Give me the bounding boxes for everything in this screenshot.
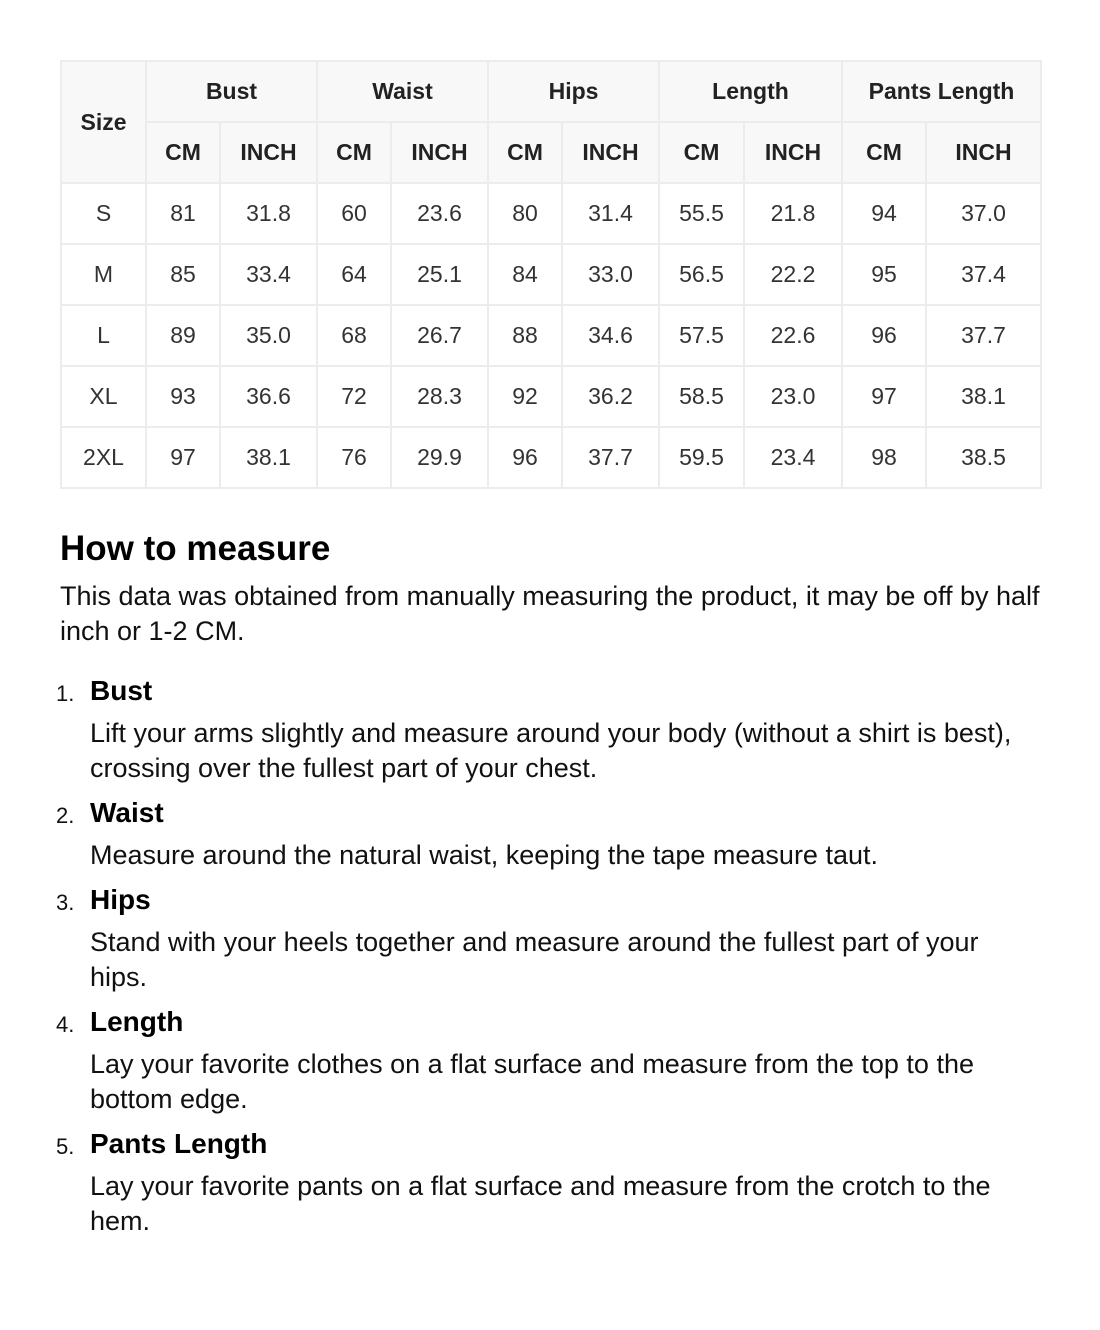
table-row bbox=[61, 305, 1041, 366]
unit-cm-header: CM bbox=[659, 122, 744, 183]
step-description: Lift your arms slightly and measure around your body (without a shirt is best), crossing over the fullest part of your chest. bbox=[90, 718, 1012, 783]
measure-steps-list bbox=[56, 673, 1040, 1239]
table-cell: 25.1 bbox=[391, 244, 488, 305]
table-cell: 58.5 bbox=[659, 366, 744, 427]
step-title: Bust bbox=[90, 675, 153, 706]
table-cell: 31.4 bbox=[562, 183, 659, 244]
table-cell: 34.6 bbox=[562, 305, 659, 366]
table-cell: 28.3 bbox=[391, 366, 488, 427]
table-cell: 64 bbox=[317, 244, 391, 305]
list-item bbox=[56, 795, 1040, 873]
table-cell: 33.0 bbox=[562, 244, 659, 305]
unit-cm-header: CM bbox=[488, 122, 562, 183]
table-cell: 38.1 bbox=[926, 366, 1041, 427]
hips-header: Hips bbox=[488, 61, 659, 122]
table-cell: 97 bbox=[842, 366, 926, 427]
table-cell: 29.9 bbox=[391, 427, 488, 488]
table-cell: 55.5 bbox=[659, 183, 744, 244]
table-cell: 35.0 bbox=[220, 305, 317, 366]
step-number: 2. bbox=[56, 803, 75, 828]
size-cell: XL bbox=[61, 366, 146, 427]
table-cell: 95 bbox=[842, 244, 926, 305]
list-item bbox=[56, 882, 1040, 995]
table-cell: 36.2 bbox=[562, 366, 659, 427]
list-item bbox=[56, 1126, 1040, 1239]
table-cell: 96 bbox=[842, 305, 926, 366]
table-header-row-groups bbox=[61, 61, 1041, 122]
table-cell: 37.4 bbox=[926, 244, 1041, 305]
table-cell: 72 bbox=[317, 366, 391, 427]
table-cell: 38.1 bbox=[220, 427, 317, 488]
unit-inch-header: INCH bbox=[220, 122, 317, 183]
table-cell: 37.7 bbox=[926, 305, 1041, 366]
step-number: 1. bbox=[56, 681, 75, 706]
step-number: 3. bbox=[56, 890, 75, 915]
table-header-row-units bbox=[61, 122, 1041, 183]
table-cell: 38.5 bbox=[926, 427, 1041, 488]
table-cell: 94 bbox=[842, 183, 926, 244]
pants-length-header: Pants Length bbox=[842, 61, 1041, 122]
table-cell: 26.7 bbox=[391, 305, 488, 366]
step-number: 5. bbox=[56, 1134, 75, 1159]
table-cell: 37.0 bbox=[926, 183, 1041, 244]
table-cell: 37.7 bbox=[562, 427, 659, 488]
table-cell: 23.6 bbox=[391, 183, 488, 244]
table-row bbox=[61, 183, 1041, 244]
step-number: 4. bbox=[56, 1012, 75, 1037]
step-title: Waist bbox=[90, 797, 164, 828]
unit-cm-header: CM bbox=[146, 122, 220, 183]
unit-inch-header: INCH bbox=[926, 122, 1041, 183]
size-guide-page bbox=[56, 60, 1040, 1248]
table-cell: 98 bbox=[842, 427, 926, 488]
table-cell: 96 bbox=[488, 427, 562, 488]
table-cell: 85 bbox=[146, 244, 220, 305]
table-cell: 88 bbox=[488, 305, 562, 366]
unit-inch-header: INCH bbox=[391, 122, 488, 183]
table-cell: 57.5 bbox=[659, 305, 744, 366]
length-header: Length bbox=[659, 61, 842, 122]
unit-inch-header: INCH bbox=[744, 122, 842, 183]
table-cell: 92 bbox=[488, 366, 562, 427]
size-cell: 2XL bbox=[61, 427, 146, 488]
table-cell: 93 bbox=[146, 366, 220, 427]
size-cell: M bbox=[61, 244, 146, 305]
waist-header: Waist bbox=[317, 61, 488, 122]
table-cell: 97 bbox=[146, 427, 220, 488]
table-cell: 81 bbox=[146, 183, 220, 244]
step-description: Lay your favorite clothes on a flat surface and measure from the top to the bottom edge. bbox=[90, 1049, 974, 1114]
table-cell: 76 bbox=[317, 427, 391, 488]
table-cell: 23.0 bbox=[744, 366, 842, 427]
table-cell: 84 bbox=[488, 244, 562, 305]
table-row bbox=[61, 244, 1041, 305]
step-description: Lay your favorite pants on a flat surface and measure from the crotch to the hem. bbox=[90, 1171, 991, 1236]
table-cell: 59.5 bbox=[659, 427, 744, 488]
step-description: Stand with your heels together and measure around the fullest part of your hips. bbox=[90, 927, 979, 992]
unit-inch-header: INCH bbox=[562, 122, 659, 183]
table-cell: 22.6 bbox=[744, 305, 842, 366]
table-cell: 31.8 bbox=[220, 183, 317, 244]
step-title: Pants Length bbox=[90, 1128, 268, 1159]
table-row bbox=[61, 366, 1041, 427]
table-cell: 36.6 bbox=[220, 366, 317, 427]
table-cell: 22.2 bbox=[744, 244, 842, 305]
unit-cm-header: CM bbox=[842, 122, 926, 183]
table-cell: 60 bbox=[317, 183, 391, 244]
bust-header: Bust bbox=[146, 61, 317, 122]
step-description: Measure around the natural waist, keeping the tape measure taut. bbox=[90, 840, 878, 870]
intro-text: This data was obtained from manually measuring the product, it may be off by half inch or 1-2 CM. bbox=[60, 581, 1040, 646]
size-header: Size bbox=[61, 61, 146, 183]
table-row bbox=[61, 427, 1041, 488]
size-chart-table bbox=[60, 60, 1042, 489]
table-cell: 23.4 bbox=[744, 427, 842, 488]
list-item bbox=[56, 673, 1040, 786]
size-cell: S bbox=[61, 183, 146, 244]
table-cell: 21.8 bbox=[744, 183, 842, 244]
table-cell: 89 bbox=[146, 305, 220, 366]
table-cell: 80 bbox=[488, 183, 562, 244]
table-cell: 68 bbox=[317, 305, 391, 366]
table-cell: 33.4 bbox=[220, 244, 317, 305]
table-cell: 56.5 bbox=[659, 244, 744, 305]
how-to-measure-heading: How to measure bbox=[60, 529, 331, 568]
step-title: Hips bbox=[90, 884, 151, 915]
size-cell: L bbox=[61, 305, 146, 366]
step-title: Length bbox=[90, 1006, 184, 1037]
unit-cm-header: CM bbox=[317, 122, 391, 183]
list-item bbox=[56, 1004, 1040, 1117]
